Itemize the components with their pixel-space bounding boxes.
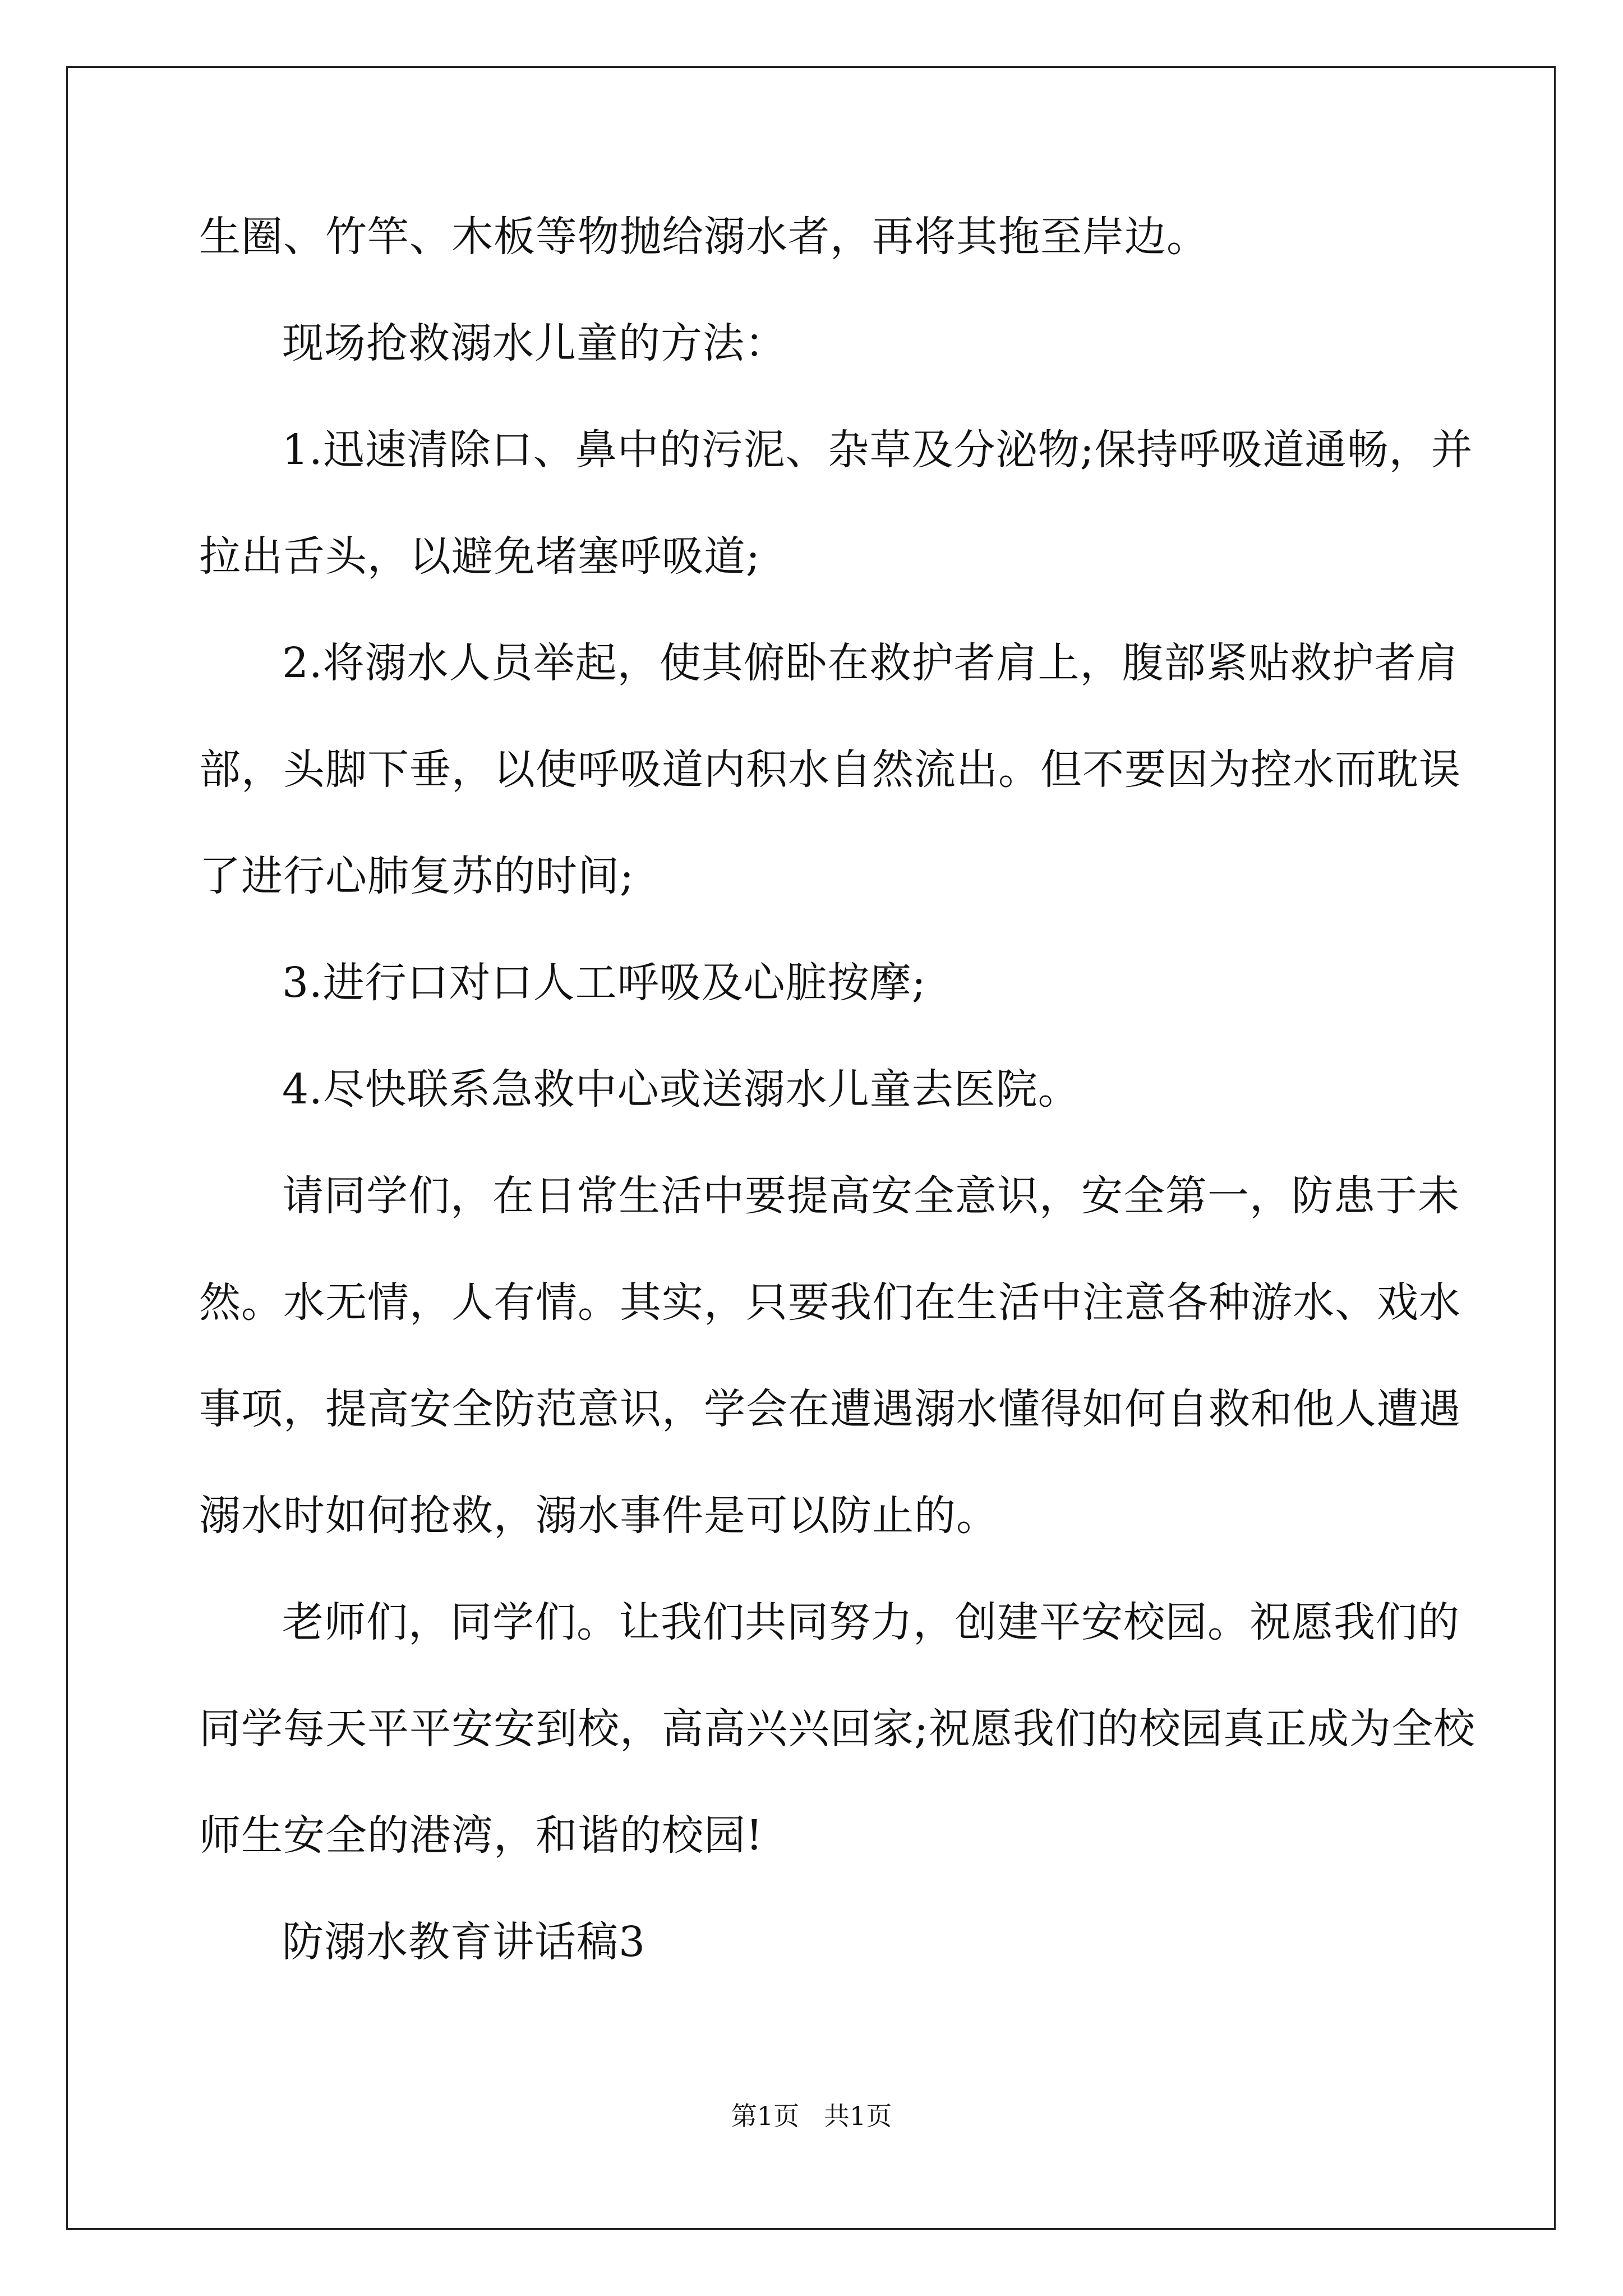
text-line: 师生安全的港湾，和谐的校园! — [199, 1811, 763, 1860]
text-line: 生圈、竹竿、木板等物抛给溺水者，再将其拖至岸边。 — [199, 213, 1209, 261]
text-line: 然。水无情，人有情。其实，只要我们在生活中注意各种游水、戏水 — [199, 1278, 1461, 1327]
text-line: 事项，提高安全防范意识，学会在遭遇溺水懂得如何自救和他人遭遇 — [199, 1385, 1461, 1433]
text-line: 同学每天平平安安到校，高高兴兴回家;祝愿我们的校园真正成为全校 — [199, 1705, 1476, 1753]
text-line: 溺水时如何抢救，溺水事件是可以防止的。 — [199, 1492, 998, 1540]
page-footer: 第1页 共1页 — [731, 2101, 892, 2131]
text-line: 3.进行口对口人工呼吸及心脏按摩; — [282, 959, 926, 1007]
text-line: 1.迅速清除口、鼻中的污泥、杂草及分泌物;保持呼吸道通畅，并 — [282, 426, 1473, 474]
text-line: 部，头脚下垂，以使呼吸道内积水自然流出。但不要因为控水而耽误 — [199, 746, 1461, 794]
page-border — [66, 66, 1556, 2230]
text-line: 老师们，同学们。让我们共同努力，创建平安校园。祝愿我们的 — [282, 1598, 1460, 1646]
text-line: 2.将溺水人员举起，使其俯卧在救护者肩上，腹部紧贴救护者肩 — [282, 639, 1459, 687]
text-line: 拉出舌头，以避免堵塞呼吸道; — [199, 532, 760, 581]
text-line: 请同学们，在日常生活中要提高安全意识，安全第一，防患于未 — [282, 1172, 1460, 1220]
text-line: 现场抢救溺水儿童的方法： — [282, 319, 787, 367]
section-heading: 防溺水教育讲话稿3 — [282, 1918, 646, 1966]
text-line: 了进行心肺复苏的时间; — [199, 852, 634, 900]
text-line: 4.尽快联系急救中心或送溺水儿童去医院。 — [282, 1065, 1080, 1114]
